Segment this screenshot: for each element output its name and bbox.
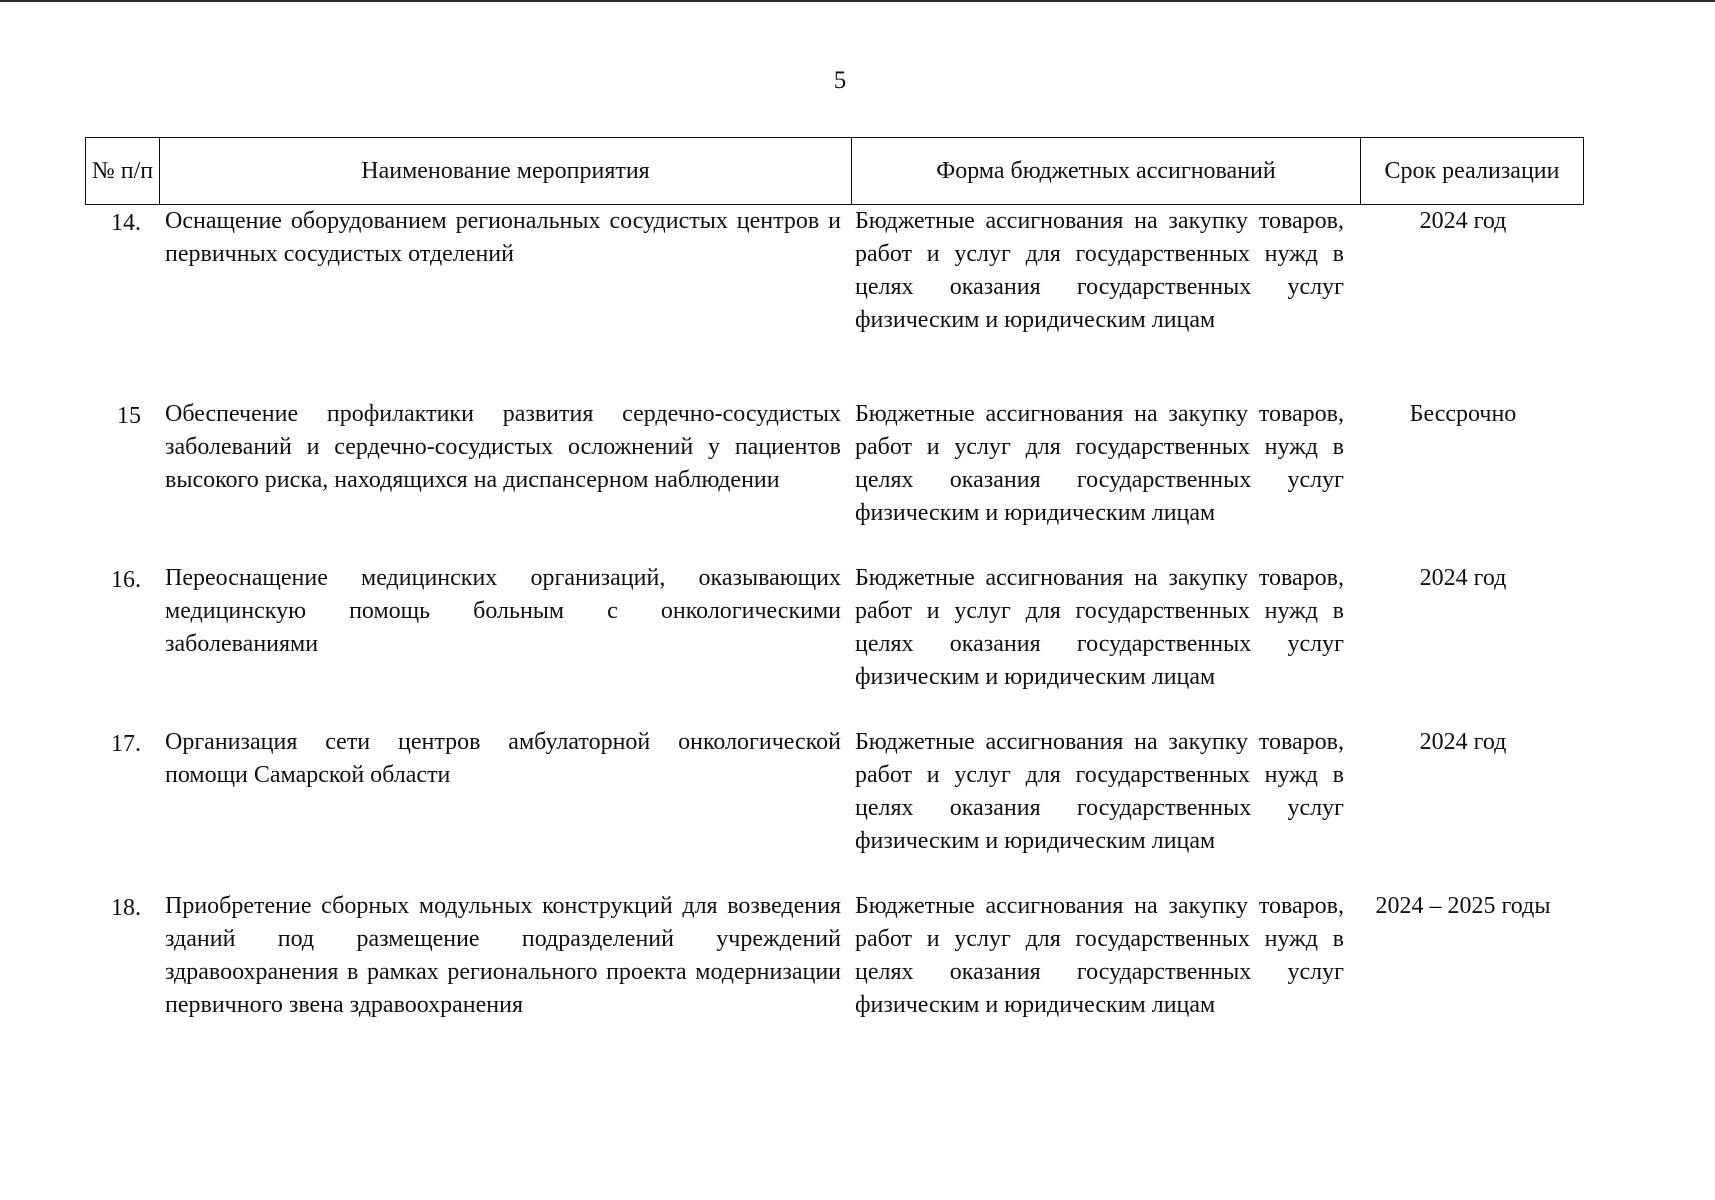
header-term: Срок реализации: [1384, 158, 1560, 184]
row-form: Бюджетные ассигнования на закупку товаров, работ и услуг для государственных нужд в целях оказания государственных услуг физическим и юридическим лицам: [855, 729, 1344, 854]
table-row: [85, 562, 1584, 726]
row-form: Бюджетные ассигнования на закупку товаров, работ и услуг для государственных нужд в целях оказания государственных услуг физическим и юридическим лицам: [855, 401, 1344, 526]
header-form: Форма бюджетных ассигнований: [852, 138, 1361, 204]
table-header: [85, 137, 1584, 205]
row-form: Бюджетные ассигнования на закупку товаров, работ и услуг для государственных нужд в целях оказания государственных услуг физическим и юридическим лицам: [855, 893, 1344, 1018]
row-term: Бессрочно: [1409, 401, 1517, 427]
row-name: Организация сети центров амбулаторной онкологической помощи Самарской области: [165, 729, 841, 788]
table-row: [85, 398, 1584, 562]
table-row: [85, 726, 1584, 890]
row-name: Приобретение сборных модульных конструкций для возведения зданий под размещение подразделений учреждений здравоохранения в рамках регионального проекта модернизации первичного звена здравоохранения: [165, 893, 841, 1018]
row-term: 2024 год: [1419, 565, 1507, 591]
table-row: [85, 890, 1584, 1060]
row-form: Бюджетные ассигнования на закупку товаров, работ и услуг для государственных нужд в целях оказания государственных услуг физическим и юридическим лицам: [855, 565, 1344, 690]
row-number: 14.: [111, 210, 141, 236]
row-term: 2024 – 2025 годы: [1375, 893, 1551, 919]
header-num: № п/п: [86, 138, 160, 204]
header-name: Наименование мероприятия: [160, 138, 852, 204]
page-number: 5: [833, 67, 847, 94]
row-form: Бюджетные ассигнования на закупку товаров, работ и услуг для государственных нужд в целях оказания государственных услуг физическим и юридическим лицам: [855, 208, 1344, 333]
row-name: Обеспечение профилактики развития сердечно-сосудистых заболеваний и сердечно-сосудистых осложнений у пациентов высокого риска, находящихся на диспансерном наблюдении: [165, 401, 841, 493]
row-term: 2024 год: [1419, 729, 1507, 755]
row-number: 16.: [111, 567, 141, 593]
row-name: Переоснащение медицинских организаций, оказывающих медицинскую помощь больным с онкологическими заболеваниями: [165, 565, 841, 657]
row-name: Оснащение оборудованием региональных сосудистых центров и первичных сосудистых отделений: [165, 208, 841, 267]
table-row: [85, 205, 1584, 398]
row-term: 2024 год: [1419, 208, 1507, 234]
table-body: [85, 205, 1584, 1060]
row-number: 15: [117, 403, 141, 429]
top-rule: [0, 0, 1715, 2]
row-number: 17.: [111, 731, 141, 757]
row-number: 18.: [111, 895, 141, 921]
